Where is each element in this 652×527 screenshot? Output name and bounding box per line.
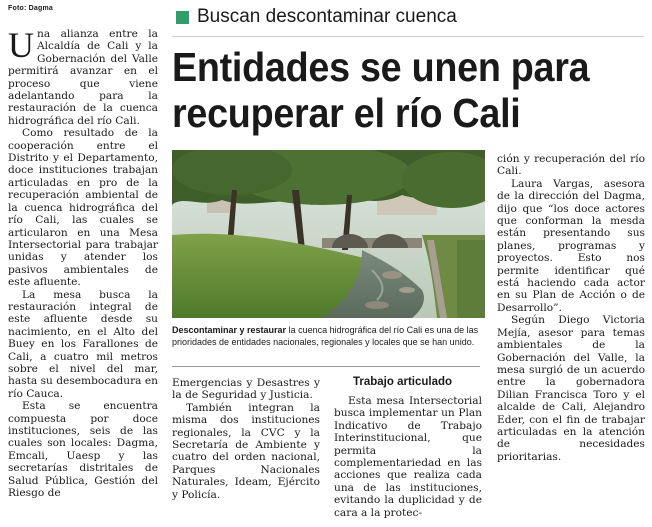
caption-bold: Descontaminar y restaurar [172, 325, 287, 335]
kicker: Buscan descontaminar cuenca [197, 6, 457, 27]
river-photo [172, 150, 485, 318]
paragraph: Una alianza entre la Alcaldía de Cali y la Gobernación del Valle permitirá avanzar en el proceso que viene adelantando para la restauración de la cuenca hidrográfica del río Cali. [8, 25, 158, 127]
paragraph: Esta mesa Intersectorial busca implementar un Plan Indicativo de Trabajo Interinstitucional, que permita la complementariedad en las acciones que realiza cada una de las instituciones, evitando la duplicidad y de cara a la protec- [334, 395, 482, 519]
paragraph: Laura Vargas, asesora de la dirección del Dagma, dijo que “los doce actores que conforman la mesda están presentando sus planes, programas y proyectos. Esto nos permite identificar qué está haciendo cada actor en su Plan de Acción o de Desarrollo”. [497, 177, 645, 314]
paragraph: Como resultado de la cooperación entre el Distrito y el Departamento, doce instituciones trabajan articuladas en pro de la recuperación ambiental de la cuenca hidrográfica del río Cali, las cuales se articularon en una Mesa Intersectorial para trabajar unidas y atender los pasivos ambientales de este afluente. [8, 127, 158, 289]
paragraph: Esta se encuentra compuesta por doce instituciones, seis de las cuales son locales: Dagma, Emcali, Uaesp y las secretarías distritales de Salud Pública, Gestión del Riesgo de [8, 400, 158, 500]
column-4 [497, 153, 645, 463]
divider [172, 36, 644, 37]
paragraph: También integran la misma dos instituciones regionales, la CVC y la Secretaría de Ambiente y cuatro del orden nacional, Parques Nacionales Naturales, Ideam, Ejército y Policía. [172, 401, 320, 501]
photo-caption [172, 325, 480, 348]
caption-text: la cuenca hidrográfica del río Cali es una de las prioridades de entidades nacionales, regionales y locales que se han unido. [172, 325, 479, 347]
photo-credit: Foto: Dagma [8, 5, 53, 12]
column-2 [172, 377, 320, 501]
headline [172, 44, 604, 136]
column-1 [8, 25, 158, 500]
divider [172, 366, 480, 367]
paragraph: La mesa busca la restauración integral de este afluente desde su nacimiento, en el Alto del Buey en los Farallones de Cali, a cuatro mil metros sobre el nivel del mar, hasta su desembocadura en río Cauca. [8, 288, 158, 400]
drop-cap: U [8, 25, 34, 65]
headline-line-2: recuperar el río Cali [172, 90, 521, 136]
kicker-square-icon [176, 11, 189, 24]
paragraph: ción y recuperación del río Cali. [497, 153, 645, 178]
paragraph: Según Diego Victoria Mejía, asesor para temas ambientales de la Gobernación del Valle, la mesa surgió de un acuerdo entre la gobernadora Dilian Francisca Toro y el alcalde de Cali, Alejandro Eder, con el fin de trabajar articuladas en la atención de necesidades prioritarias. [497, 314, 645, 463]
subheading: Trabajo articulado [353, 376, 453, 388]
paragraph: Emergencias y Desastres y la de Seguridad y Justicia. [172, 377, 320, 402]
headline-line-1: Entidades se unen para [172, 44, 590, 90]
column-3 [334, 395, 482, 519]
